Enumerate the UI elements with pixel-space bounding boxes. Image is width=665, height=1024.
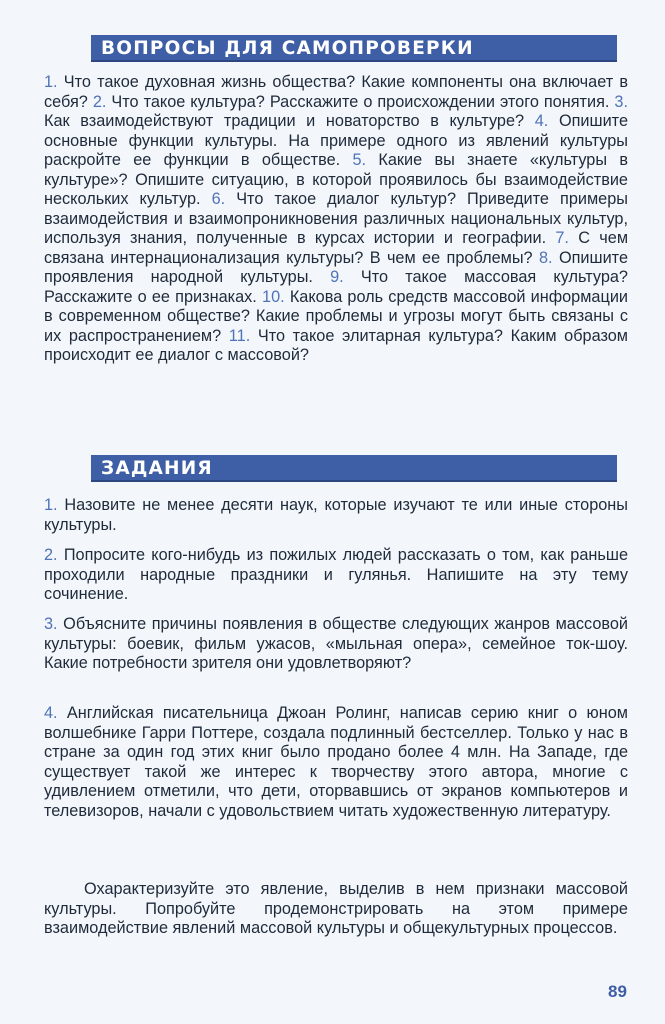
question-text: Что такое диалог культур? Приведите примеры взаимодействия и взаимопроникновения различных национальных культур, используя знания, полученные в курсах истории и географии. bbox=[44, 190, 628, 247]
question-text: Как взаимодействуют традиции и новаторство в культуре? bbox=[44, 112, 525, 130]
question-text: Опишите основные функции культуры. На примере одного из явлений культуры раскройте ее функции в обществе. bbox=[44, 112, 629, 169]
task-1 bbox=[44, 496, 628, 535]
tasks-section-title: ЗАДАНИЯ bbox=[91, 455, 617, 482]
question-number: 10. bbox=[262, 287, 285, 306]
question-number: 8. bbox=[538, 248, 553, 267]
question-text: Какова роль средств массовой информации в современном обществе? Какие проблемы и угрозы могут быть связаны с их распространением? bbox=[44, 287, 629, 345]
question-text: Что такое элитарная культура? Каким образом происходит ее диалог с массовой? bbox=[44, 326, 628, 364]
question-text: Что такое массовая культура? Расскажите о ее признаках. bbox=[44, 268, 628, 306]
task-4-followup: Охарактеризуйте это явление, выделив в нем признаки массовой культуры. Попробуйте продемонстрировать на этом примере взаимодействие явлений массовой культуры и общекультурных процессов. bbox=[44, 880, 628, 937]
question-number: 11. bbox=[228, 326, 251, 345]
question-text: С чем связана интернационализация культуры? В чем ее проблемы? bbox=[44, 229, 629, 267]
question-number: 2. bbox=[92, 92, 107, 111]
questions-section-title: ВОПРОСЫ ДЛЯ САМОПРОВЕРКИ bbox=[91, 35, 617, 62]
question-number: 3. bbox=[614, 92, 628, 111]
task-number: 1. bbox=[44, 496, 58, 514]
task-number: 4. bbox=[44, 704, 58, 722]
question-text: Опишите проявления народной культуры. bbox=[44, 248, 629, 286]
task-3 bbox=[44, 615, 628, 674]
question-number: 9. bbox=[330, 268, 344, 286]
page-number: 89 bbox=[608, 982, 627, 1001]
task-number: 2. bbox=[44, 546, 58, 564]
task-text: Назовите не менее десяти наук, которые изучают те или иные стороны культуры. bbox=[44, 496, 629, 534]
question-number: 5. bbox=[352, 151, 367, 169]
question-number: 7. bbox=[555, 229, 569, 247]
question-number: 6. bbox=[211, 190, 226, 208]
task-text: Попросите кого-нибудь из пожилых людей рассказать о том, как раньше проходили народные праздники и гулянья. Напишите на эту тему сочинение. bbox=[44, 546, 628, 603]
task-2 bbox=[44, 546, 628, 605]
task-text: Английская писательница Джоан Ролинг, написав серию книг о юном волшебнике Гарри Поттере, создала подлинный бестселлер. Только у нас в стране за один год этих книг было продано более 4 млн. На Западе, где существует такой же интерес к творчеству этого автора, многие с удивлением отметили, что дети, оторвавшись от экранов компьютеров и телевизоров, начали с удовольствием читать художественную литературу. bbox=[44, 704, 628, 820]
question-number: 4. bbox=[534, 112, 549, 130]
question-2 bbox=[93, 93, 610, 111]
question-text: Что такое духовная жизнь общества? Какие компоненты она включает в себя? bbox=[44, 73, 628, 111]
question-text: Какие вы знаете «культуры в культуре»? Опишите ситуацию, в которой проявилось бы взаимодействие нескольких культур. bbox=[44, 151, 628, 208]
task-4 bbox=[44, 704, 628, 821]
task-number: 3. bbox=[44, 615, 58, 633]
task-text: Объясните причины появления в обществе следующих жанров массовой культуры: боевик, фильм ужасов, «мыльная опера», семейное ток-шоу. Какие потребности зрителя они удовлетворяют? bbox=[44, 615, 628, 672]
question-text: Что такое культура? Расскажите о происхождении этого понятия. bbox=[111, 92, 610, 111]
questions-paragraph bbox=[44, 73, 628, 366]
question-number: 1. bbox=[44, 73, 58, 91]
